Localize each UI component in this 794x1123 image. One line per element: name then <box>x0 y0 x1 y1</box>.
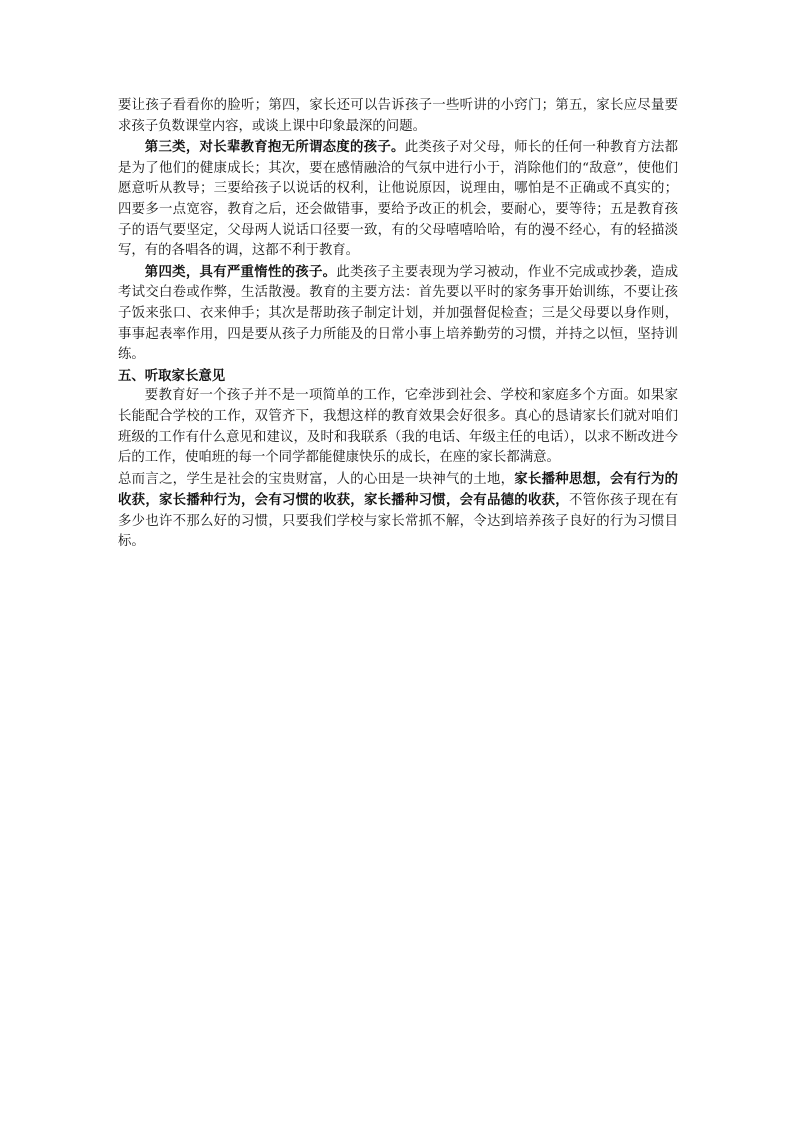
third-type-heading: 第三类，对长辈教育抱无所谓态度的孩子。 <box>144 139 405 156</box>
paragraph-parent-feedback: 要教育好一个孩子并不是一项简单的工作，它牵涉到社会、学校和家庭多个方面。如果家长能配合学校的工作，双管齐下，我想这样的教育效果会好很多。真心的恳请家长们就对咱们班级的工作有什么意见和建议，及时和我联系（我的电话、年级主任的电话），以求不断改进今后的工作，使咱班的每一个同学都能健康快乐的成长，在座的家长都满意。 <box>118 388 678 466</box>
fourth-type-heading: 第四类，具有严重惰性的孩子。 <box>144 263 337 280</box>
conclusion-bold: 家长播种思想，会有行为的收获，家长播种行为，会有习惯的收获，家长播种习惯，会有品德的收获， <box>118 470 679 509</box>
paragraph-conclusion <box>118 469 678 553</box>
fourth-type-body: 此类孩子主要表现为学习被动，作业不完成或抄袭，造成考试交白卷或作弊，生活散漫。教育的主要方法：首先要以平时的家务事开始训练，不要让孩子饭来张口、衣来伸手；其次是帮助孩子制定计划，并加强督促检查；三是父母要以身作则，事事起表率作用，四是要从孩子力所能及的日常小事上培养勤劳的习惯，并持之以恒，坚持训练。 <box>118 264 679 363</box>
paragraph-fourth-type <box>118 262 678 366</box>
third-type-body: 此类孩子对父母，师长的任何一种教育方法都是为了他们的健康成长；其次，要在感情融洽的气氛中进行小于，消除他们的“敌意”，使他们愿意听从教导；三要给孩子以说话的权利，让他说原因，说理由，哪怕是不正确或不真实的；四要多一点宽容，教育之后，还会做错事，要给予改正的机会，要耐心，要等待；五是教育孩子的语气要坚定，父母两人说话口径要一致，有的父母嘻嘻哈哈，有的漫不经心，有的轻描淡写，有的各唱各的调，这都不利于教育。 <box>118 140 678 259</box>
conclusion-lead: 总而言之，学生是社会的宝贵财富，人的心田是一块神气的土地， <box>118 471 515 487</box>
paragraph-third-type <box>118 137 678 262</box>
paragraph-parent-tips: 要让孩子看看你的脸听；第四，家长还可以告诉孩子一些听讲的小窍门；第五，家长应尽量要求孩子负数课堂内容，或谈上课中印象最深的问题。 <box>118 98 678 134</box>
section-heading: 五、听取家长意见 <box>118 367 226 384</box>
conclusion-tail: 不管你孩子现在有多少也许不那么好的习惯，只要我们学校与家长常抓不解，令达到培养孩子良好的行为习惯目标。 <box>118 493 679 550</box>
document-page <box>118 96 678 553</box>
